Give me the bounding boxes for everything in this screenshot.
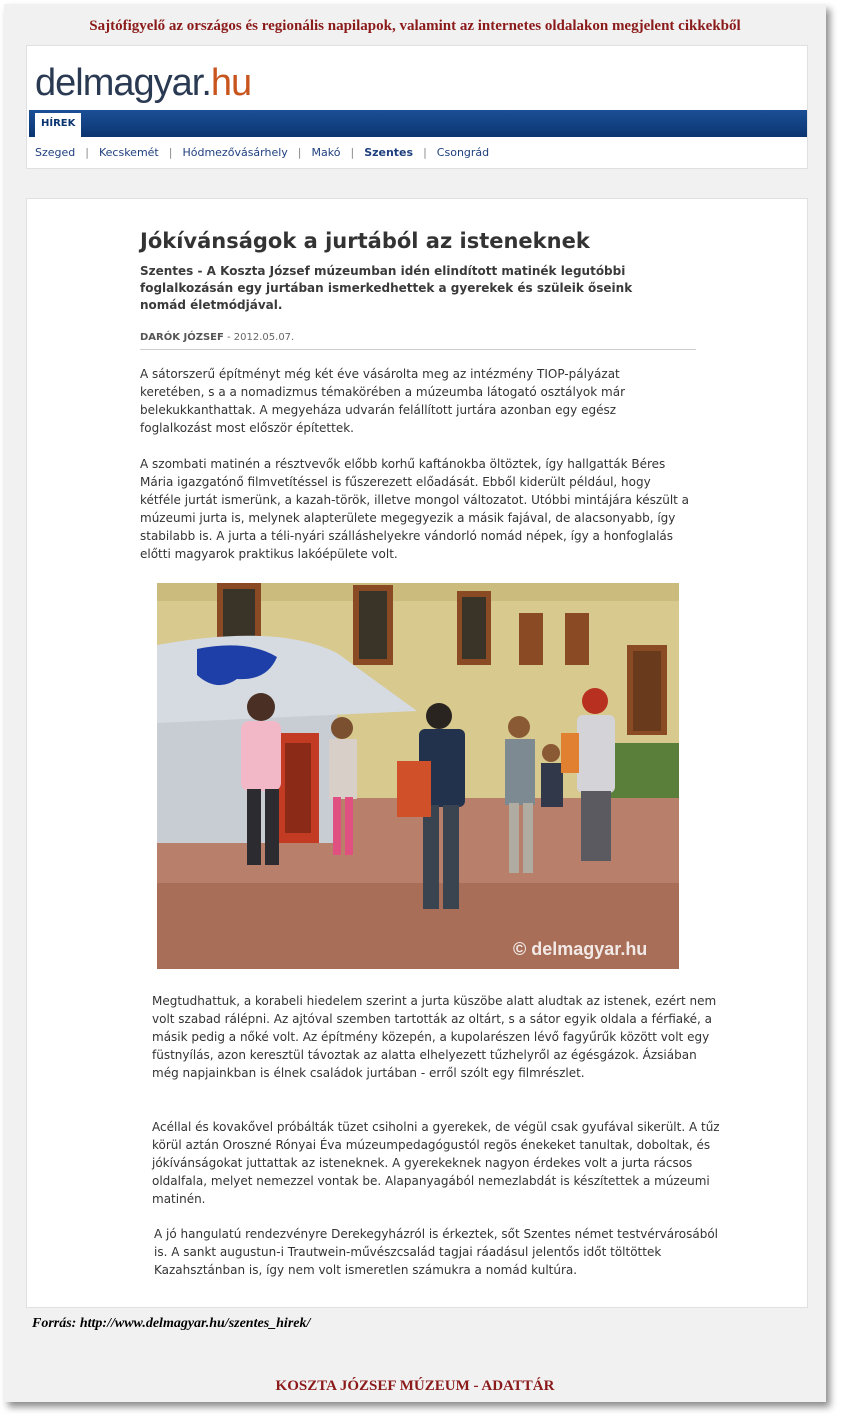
city-link-szeged[interactable]: Szeged — [35, 146, 76, 159]
byline-divider — [140, 349, 696, 350]
article-container — [26, 198, 808, 1308]
subnav-separator: | — [350, 146, 355, 159]
city-link-kecskemet[interactable]: Kecskemét — [98, 146, 159, 159]
logo-text-magyar: magyar. — [82, 62, 211, 104]
article-paragraph: Acéllal és kovakővel próbálták tüzet csiholni a gyerekek, de végül csak gyufával sikerült. A tűz körül aztán Oroszné Rónyai Éva múzeumpedagógustól regös énekeket tanultak, doboltak, és jókívánságokat juttattak az isteneknek. A gyerekeknek nagyon érdekes volt a jurta rácsos oldalfala, melyet nemezzel vontak be. Alapanyagából nemezlabdát is készítettek a múzeumi matinén. — [152, 1120, 720, 1206]
article-title: Jókívánságok a jurtából az isteneknek — [140, 229, 590, 253]
article-author[interactable]: DARÓK JÓZSEF — [140, 332, 224, 343]
nav-tab-hirek[interactable]: HÍREK — [35, 113, 81, 137]
subnav-separator: | — [423, 146, 427, 159]
photo-illustration — [157, 583, 679, 969]
article-date: 2012.05.07. — [233, 332, 295, 343]
source-line: Forrás: http://www.delmagyar.hu/szentes_hirek/ — [32, 1316, 311, 1331]
article-paragraph: Megtudhattuk, a korabeli hiedelem szerint a jurta küszöbe alatt aludtak az istenek, ezért nem volt szabad rálépni. Az ajtóval szemben tartották az oltárt, s a sátor egyik oldala a férfiaké, a másik pedig a nőké volt. Az építmény közepén, a kupolarészen lévő fagyűrűk között volt egy füstnyílás, azon keresztül távoztak az alatta elhelyezett tűzhelyről az égésgázok. Ázsiában még napjainkban is élnek családok jurtában - erről szólt egy filmrészlet. — [152, 994, 717, 1080]
subnav-separator: | — [297, 146, 302, 159]
city-link-mako[interactable]: Makó — [311, 146, 341, 159]
city-link-hodmezovasarhely[interactable]: Hódmezővásárhely — [182, 146, 288, 159]
photo-watermark: © delmagyar.hu — [513, 939, 648, 959]
main-navbar — [29, 110, 807, 137]
footer-caption: KOSZTA JÓZSEF MÚZEUM - ADATTÁR — [275, 1378, 555, 1394]
subnav-separator: | — [85, 146, 89, 159]
city-subnav — [35, 146, 489, 159]
city-link-csongrad[interactable]: Csongrád — [436, 146, 490, 159]
article-photo — [157, 583, 679, 969]
city-link-szentes[interactable]: Szentes — [364, 146, 414, 159]
article-byline — [140, 332, 294, 343]
logo-text-hu: hu — [210, 62, 252, 104]
site-logo[interactable] — [35, 62, 251, 105]
subnav-separator: | — [168, 146, 173, 159]
header-caption: Sajtófigyelő az országos és regionális napilapok, valamint az internetes oldalakon megjelent cikkekből — [89, 18, 741, 34]
byline-separator: - — [223, 332, 234, 343]
logo-text-del: del — [35, 62, 83, 104]
article-lead: Szentes - A Koszta József múzeumban idén elindított matinék legutóbbi foglalkozásán egy jurtában ismerkedhettek a gyerekek és szüleik őseink nomád életmódjával. — [140, 264, 633, 312]
page-sheet — [4, 4, 826, 1402]
article-paragraph: A jó hangulatú rendezvényre Derekegyházról is érkeztek, sőt Szentes német testvérvárosából is. A sankt augustun-i Trautwein-művészcsalád tagjai ráadásul jelentős időt töltöttek Kazahsztánban is, így nem volt ismeretlen számukra a nomád kultúra. — [154, 1227, 719, 1277]
article-paragraph: A szombati matinén a résztvevők előbb korhű kaftánokba öltöztek, így hallgatták Béres Mária igazgatónő filmvetítéssel is fűszerezett előadását. Ebből kiderült például, hogy kétféle jurtát ismerünk, a kazah-török, illetve mongol változatot. Utóbbi mintájára készült a múzeumi jurta is, melynek alapterülete megegyezik a másik fajával, de alacsonyabb, így stabilabb is. A jurta a téli-nyári szálláshelyekre vándorló nomád népek, így a honfoglalás előtti magyarok praktikus lakóépülete volt. — [140, 457, 690, 561]
site-header — [26, 45, 808, 169]
article-paragraph: A sátorszerű építményt még két éve vásárolta meg az intézmény TIOP-pályázat keretében, s a a nomadizmus témakörében a múzeumba látogató osztályok már belekukkanthattak. A megyeháza udvarán felállított jurtára azonban egy egész foglalkozást most először építettek. — [140, 367, 626, 435]
